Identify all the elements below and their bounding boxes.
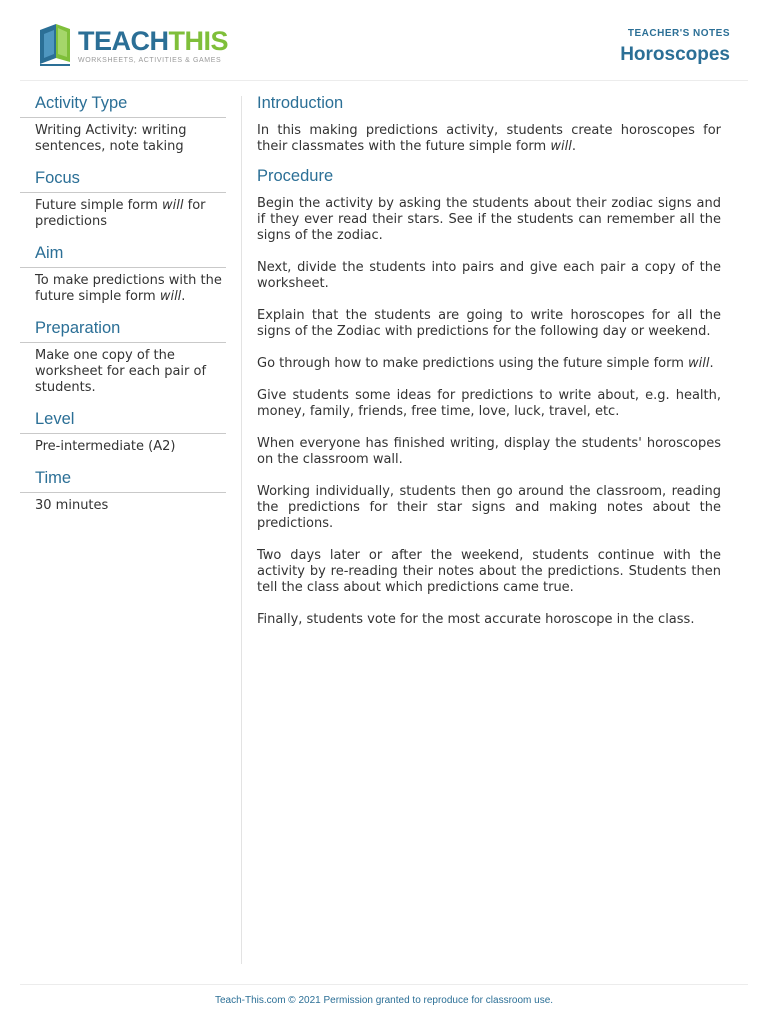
page-title: Horoscopes (620, 44, 730, 65)
focus-text-italic: will (162, 198, 184, 213)
procedure-heading: Procedure (257, 167, 334, 185)
introduction-text-before: In this making predictions activity, students create horoscopes for their classmates with the future simple form (257, 123, 721, 154)
aim-heading: Aim (20, 244, 226, 268)
footer-divider (20, 984, 748, 985)
page-header (0, 0, 768, 80)
procedure-step-9: Finally, students vote for the most accurate horoscope in the class. (257, 612, 695, 627)
aim-text-italic: will (159, 289, 182, 304)
teachers-notes-label: TEACHER'S NOTES (627, 28, 730, 39)
time-section (20, 469, 226, 514)
level-text: Pre-intermediate (A2) (35, 439, 176, 454)
introduction-text-after: . (571, 139, 576, 154)
focus-section (20, 169, 226, 230)
activity-type-text: Writing Activity: writing sentences, note taking (35, 123, 187, 154)
aim-text-after: . (181, 289, 186, 304)
procedure-step-4-after: . (709, 356, 714, 371)
procedure-step-1: Begin the activity by asking the students about their zodiac signs and if they ever read their stars. See if the students can remember all the signs of the zodiac. (257, 196, 721, 243)
introduction-text (257, 123, 721, 155)
brand-name (78, 26, 228, 57)
focus-heading: Focus (20, 169, 226, 193)
aim-text (20, 268, 226, 305)
time-heading: Time (20, 469, 226, 493)
procedure-step-7: Working individually, students then go around the classroom, reading the predictions for their star signs and making notes about the predictions. (257, 484, 721, 531)
level-heading: Level (20, 410, 226, 434)
focus-text-before: Future simple form (35, 198, 163, 213)
main-content (257, 94, 721, 644)
brand-name-part1: TEACH (78, 26, 169, 56)
column-divider (241, 96, 242, 964)
procedure-step-5: Give students some ideas for predictions to write about, e.g. health, money, family, friends, free time, love, luck, travel, etc. (257, 388, 721, 419)
procedure-step-4 (257, 356, 721, 372)
preparation-section (20, 319, 226, 396)
procedure-step-8: Two days later or after the weekend, students continue with the activity by re-reading their notes about the predictions. Students then tell the class about which predictions came true. (257, 548, 721, 595)
activity-type-section (20, 94, 226, 155)
procedure-step-2: Next, divide the students into pairs and give each pair a copy of the worksheet. (257, 260, 721, 291)
procedure-step-6: When everyone has finished writing, display the students' horoscopes on the classroom wall. (257, 436, 721, 467)
time-text: 30 minutes (35, 498, 109, 513)
header-divider (20, 80, 748, 81)
brand-name-part2: THIS (168, 26, 229, 56)
sidebar (20, 94, 226, 528)
brand-tagline: WORKSHEETS, ACTIVITIES & GAMES (78, 57, 222, 64)
level-section (20, 410, 226, 455)
procedure-step-3: Explain that the students are going to write horoscopes for all the signs of the Zodiac with predictions for the following day or weekend. (257, 308, 721, 339)
procedure-step-4-before: Go through how to make predictions using the future simple form (257, 356, 689, 371)
introduction-heading: Introduction (257, 94, 344, 112)
aim-text-before: To make predictions with the future simple form (35, 273, 222, 304)
focus-text-after: for predictions (35, 198, 206, 229)
introduction-text-italic: will (550, 139, 572, 154)
activity-type-heading: Activity Type (20, 94, 226, 118)
preparation-heading: Preparation (20, 319, 226, 343)
focus-text (20, 193, 226, 230)
teachthis-logo[interactable] (36, 24, 236, 70)
book-icon (36, 24, 74, 68)
preparation-text: Make one copy of the worksheet for each pair of students. (35, 348, 207, 395)
aim-section (20, 244, 226, 305)
footer-copyright: Teach-This.com © 2021 Permission granted to reproduce for classroom use. (214, 995, 554, 1006)
procedure-step-4-italic: will (688, 356, 710, 371)
